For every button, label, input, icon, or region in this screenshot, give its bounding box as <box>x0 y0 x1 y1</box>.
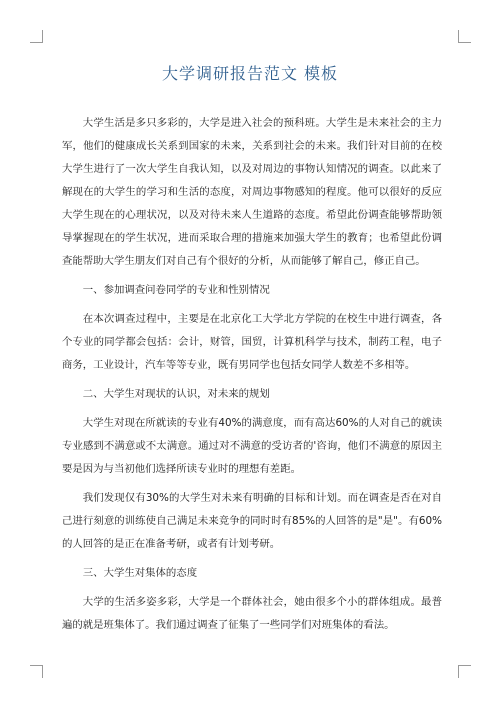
section-heading-1: 一、参加调查问卷同学的专业和性别情况 <box>82 284 270 296</box>
section-heading-2: 二、大学生对现状的认识，对未来的规划 <box>82 388 270 400</box>
crop-mark-bottom-right <box>458 665 471 678</box>
crop-mark-bottom-left <box>30 665 43 678</box>
crop-mark-top-right <box>458 30 471 43</box>
section-heading-3: 三、大学生对集体的态度 <box>82 567 198 579</box>
section-2-paragraph-2: 我们发现仅有30%的大学生对未来有明确的目标和计划。而在调查是否在对自己进行刻意的训练使自己满足未来竞争的同时时有85%的人回答的是"是"。有60%的人回答的是正在准备考研，或者有计划考研。 <box>62 492 442 550</box>
document-title: 大学调研报告范文 模板 <box>161 64 339 83</box>
crop-mark-top-left <box>30 30 43 43</box>
section-1-paragraph: 在本次调查过程中，主要是在北京化工大学北方学院的在校生中进行调查，各个专业的同学都会包括：会计，财管，国贸，计算机科学与技术，制药工程，电子商务，工业设计，汽车等等专业，既有男同学也包括女同学人数差不多相等。 <box>62 313 442 371</box>
intro-paragraph: 大学生活是多只多彩的，大学是进入社会的预科班。大学生是未来社会的主力军，他们的健康成长关系到国家的未来，关系到社会的未来。我们针对目前的在校大学生进行了一次大学生自我认知，以及对周边的事物认知情况的调查。以此来了解现在的大学生的学习和生活的态度，对周边事物感知的程度。他可以很好的反应大学生现在的心理状况，以及对待未来人生道路的态度。希望此份调查能够帮助领导掌握现在的学生状况，进而采取合理的措施来加强大学生的教育；也希望此份调查能帮助大学生朋友们对自己有个很好的分析，从而能够了解自己，修正自己。 <box>62 117 442 267</box>
document-body <box>62 112 442 637</box>
section-3-paragraph: 大学的生活多姿多彩，大学是一个群体社会，她由很多个小的群体组成。最普遍的就是班集体了。我们通过调查了征集了一些同学们对班集体的看法。 <box>62 596 442 631</box>
section-2-paragraph-1: 大学生对现在所就读的专业有40%的满意度，而有高达60%的人对自己的就读专业感到不满意或不太满意。通过对不满意的受访者的'咨询，他们不满意的原因主要是因为与当初他们选择所读专业时的理想有差距。 <box>62 417 442 475</box>
